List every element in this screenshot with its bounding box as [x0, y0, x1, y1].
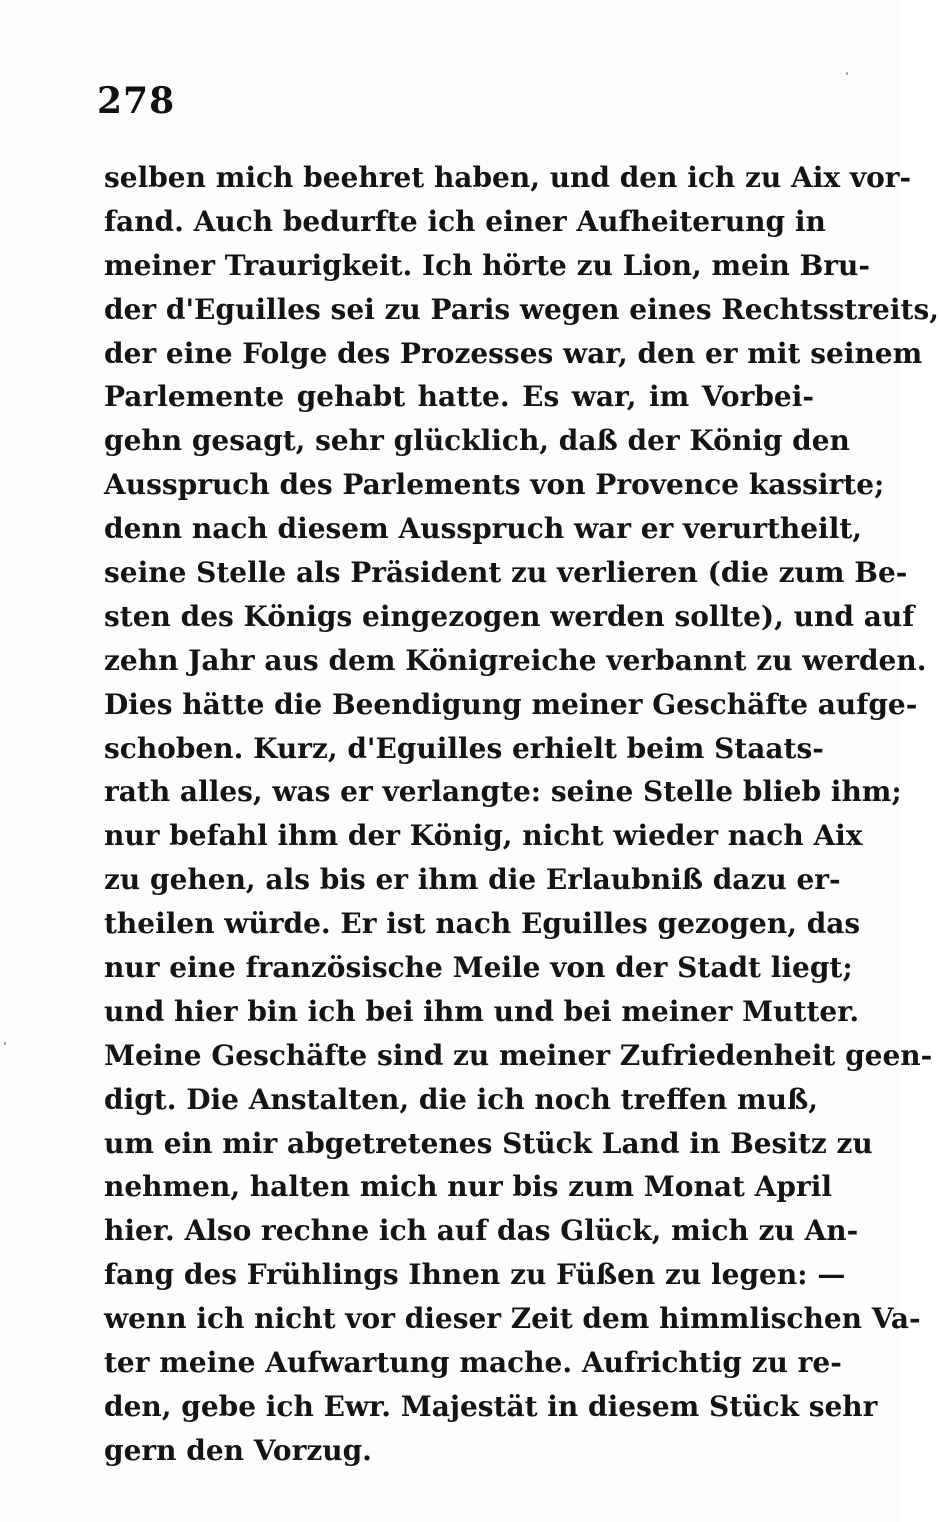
- paper-speck: [4, 1042, 6, 1045]
- text-line: Meine Geschäfte sind zu meiner Zufriedenheit geen-: [104, 1038, 933, 1072]
- text-line: rath alles, was er verlangte: seine Stelle blieb ihm;: [104, 775, 902, 809]
- text-line: gern den Vorzug.: [104, 1433, 372, 1467]
- text-line: seine Stelle als Präsident zu verlieren (die zum Be-: [104, 556, 908, 590]
- text-line: Dies hätte die Beendigung meiner Geschäfte aufge-: [104, 687, 918, 721]
- text-line: ter meine Aufwartung mache. Aufrichtig zu re-: [104, 1346, 842, 1380]
- text-line: digt. Die Anstalten, die ich noch treffen muß,: [104, 1082, 819, 1116]
- text-line: fand. Auch bedurfte ich einer Aufheiterung in: [104, 204, 826, 238]
- text-line: Parlemente gehabt hatte. Es war, im Vorbei-: [104, 380, 814, 414]
- paper-speck: [846, 72, 848, 75]
- page-number: 278: [97, 80, 176, 122]
- text-line: meiner Traurigkeit. Ich hörte zu Lion, mein Bru-: [104, 248, 871, 282]
- text-line: nur eine französische Meile von der Stadt liegt;: [104, 951, 853, 985]
- text-line: denn nach diesem Ausspruch war er verurtheilt,: [104, 512, 863, 546]
- text-line: theilen würde. Er ist nach Eguilles gezogen, das: [104, 907, 861, 941]
- text-line: gehn gesagt, sehr glücklich, daß der König den: [104, 424, 850, 458]
- text-line: nehmen, halten mich nur bis zum Monat April: [104, 1170, 832, 1204]
- body-text: [104, 156, 939, 1473]
- text-line: wenn ich nicht vor dieser Zeit dem himmlischen Va-: [104, 1302, 921, 1336]
- text-line: sten des Königs eingezogen werden sollte), und auf: [104, 599, 915, 633]
- text-line: um ein mir abgetretenes Stück Land in Besitz zu: [104, 1126, 873, 1160]
- text-line: der d'Eguilles sei zu Paris wegen eines Rechtsstreits,: [104, 292, 939, 326]
- text-line: nur befahl ihm der König, nicht wieder nach Aix: [104, 819, 863, 853]
- text-line: den, gebe ich Ewr. Majestät in diesem Stück sehr: [104, 1389, 878, 1423]
- text-line: Ausspruch des Parlements von Provence kassirte;: [104, 468, 885, 502]
- text-line: selben mich beehret haben, und den ich zu Aix vor-: [104, 161, 912, 194]
- text-line: hier. Also rechne ich auf das Glück, mich zu An-: [104, 1214, 859, 1248]
- text-line: der eine Folge des Prozesses war, den er mit seinem: [104, 336, 923, 370]
- text-line: fang des Frühlings Ihnen zu Füßen zu legen: —: [104, 1258, 846, 1292]
- text-line: zehn Jahr aus dem Königreiche verbannt zu werden.: [104, 643, 927, 677]
- text-line: schoben. Kurz, d'Eguilles erhielt beim Staats-: [104, 731, 824, 765]
- text-line: zu gehen, als bis er ihm die Erlaubniß dazu er-: [104, 863, 841, 897]
- text-line: und hier bin ich bei ihm und bei meiner Mutter.: [104, 994, 860, 1028]
